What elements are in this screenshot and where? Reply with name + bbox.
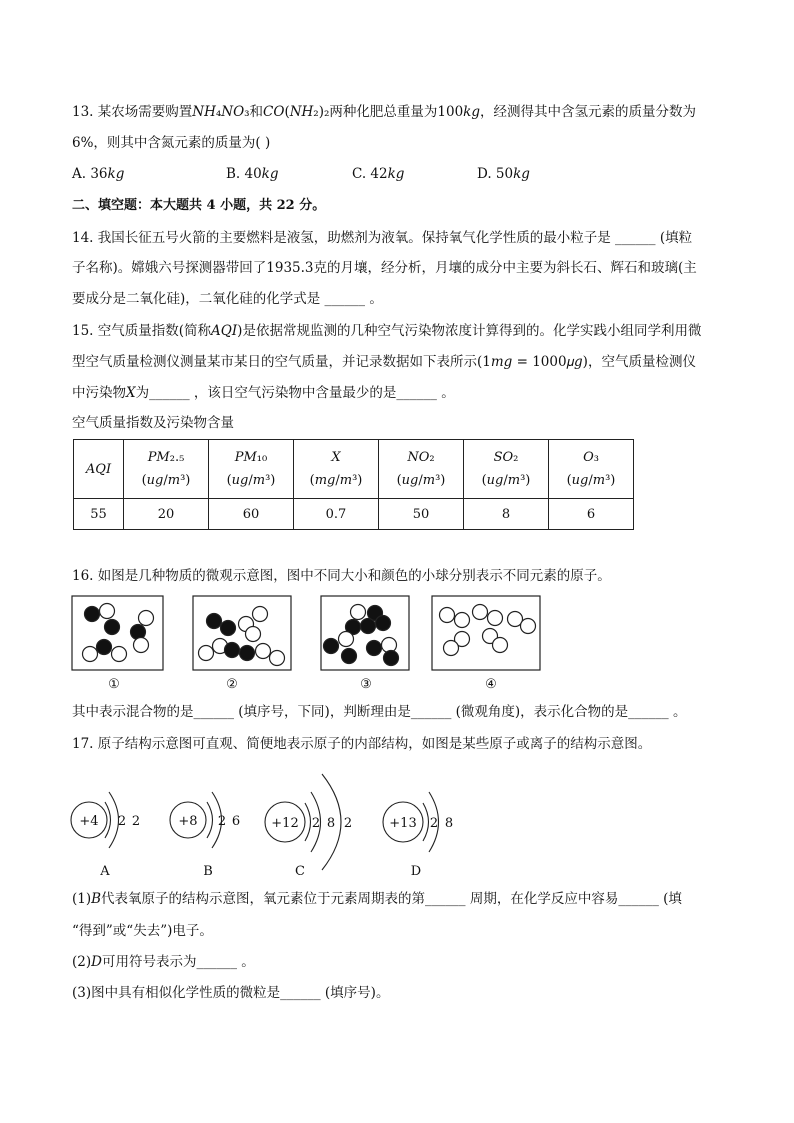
q14-line2: 子名称)。嫦娥六号探测器带回了1935.3克的月壤，经分析，月壤的成分中主要为斜长石、辉石和玻璃(主 bbox=[72, 260, 697, 276]
white-atom bbox=[246, 627, 261, 642]
white-atom bbox=[256, 644, 271, 659]
black-atom bbox=[367, 641, 382, 656]
shell-b-1: 2 bbox=[217, 814, 227, 829]
q13-option-d: D. 50𝑘𝑔 bbox=[477, 166, 530, 182]
black-atom bbox=[225, 643, 240, 658]
shell-b-2: 6 bbox=[231, 814, 241, 829]
nucleus-c-charge: +12 bbox=[271, 816, 299, 831]
header-name: 𝑆𝑂₂ bbox=[493, 450, 519, 465]
header-cell bbox=[379, 440, 464, 499]
black-atom bbox=[207, 614, 222, 629]
white-atom bbox=[473, 605, 488, 620]
white-atom bbox=[253, 607, 268, 622]
white-atom bbox=[270, 651, 285, 666]
q13-option-c: C. 42𝑘𝑔 bbox=[352, 166, 405, 182]
table-cell: 20 bbox=[124, 499, 209, 530]
header-cell bbox=[209, 440, 294, 499]
white-atom bbox=[440, 608, 455, 623]
white-atom bbox=[351, 605, 366, 620]
q15-line3: 中污染物𝑋为______ ，该日空气污染物中含量最少的是______ 。 bbox=[72, 385, 455, 401]
black-atom bbox=[342, 649, 357, 664]
q15-line1: 15. 空气质量指数(简称𝐴𝑄𝐼)是依据常规监测的几种空气污染物浓度计算得到的。化学实践小组同学利用微 bbox=[72, 323, 702, 339]
white-atom bbox=[339, 632, 354, 647]
q13-line1: 13. 某农场需要购置𝑁𝐻₄𝑁𝑂₃和𝐶𝑂(𝑁𝐻₂)₂两种化肥总重量为100𝑘𝑔，经测得其中含氢元素的质量分数为 bbox=[72, 104, 696, 120]
q17-sub1-line1: (1)𝐵代表氧原子的结构示意图，氧元素位于元素周期表的第______ 周期，在化学反应中容易______ (填 bbox=[72, 891, 682, 907]
atom-label-a: A bbox=[100, 864, 110, 879]
header-name: 𝑃𝑀₂.₅ bbox=[147, 450, 185, 465]
table-caption: 空气质量指数及污染物含量 bbox=[72, 415, 234, 431]
header-unit: (𝑢𝑔/𝑚³) bbox=[226, 473, 276, 488]
atom-structure-diagrams bbox=[60, 760, 480, 880]
black-atom bbox=[105, 620, 120, 635]
q13-option-a: A. 36𝑘𝑔 bbox=[72, 166, 125, 182]
header-name: 𝑂₃ bbox=[583, 450, 599, 465]
table-row bbox=[74, 499, 634, 530]
header-cell bbox=[464, 440, 549, 499]
shell-d-2: 8 bbox=[444, 816, 454, 831]
black-atom bbox=[361, 619, 376, 634]
white-atom bbox=[83, 647, 98, 662]
header-unit: (𝑢𝑔/𝑚³) bbox=[141, 473, 191, 488]
white-atom bbox=[112, 647, 127, 662]
shell-a-2: 2 bbox=[131, 814, 141, 829]
white-atom bbox=[100, 604, 115, 619]
white-atom bbox=[488, 611, 503, 626]
atom-label-d: D bbox=[410, 864, 422, 879]
q14-line1: 14. 我国长征五号火箭的主要燃料是液氢，助燃剂为液氧。保持氧气化学性质的最小粒子是 ______ (填粒 bbox=[72, 230, 693, 246]
header-cell bbox=[74, 440, 124, 499]
black-atom bbox=[240, 646, 255, 661]
white-atom bbox=[199, 646, 214, 661]
white-atom bbox=[455, 613, 470, 628]
atom-label-c: C bbox=[295, 864, 305, 879]
q13-line2: 6%，则其中含氮元素的质量为( ) bbox=[72, 135, 271, 151]
q17-sub3: (3)图中具有相似化学性质的微粒是______ (填序号)。 bbox=[72, 985, 390, 1001]
header-unit: (𝑢𝑔/𝑚³) bbox=[566, 473, 616, 488]
header-name: 𝑁𝑂₂ bbox=[407, 450, 435, 465]
white-atom bbox=[521, 619, 536, 634]
q14-line3: 要成分是二氧化硅)，二氧化硅的化学式是 ______ 。 bbox=[72, 291, 383, 307]
header-cell bbox=[124, 440, 209, 499]
nucleus-d-charge: +13 bbox=[389, 816, 417, 831]
diagram-label-1: ① bbox=[108, 677, 120, 692]
black-atom bbox=[324, 639, 339, 654]
q17-line1: 17. 原子结构示意图可直观、简便地表示原子的内部结构，如图是某些原子或离子的结构示意图。 bbox=[72, 736, 652, 752]
header-cell bbox=[294, 440, 379, 499]
shell-d-1: 2 bbox=[429, 816, 439, 831]
table-cell: 55 bbox=[74, 499, 124, 530]
q16-line2: 其中表示混合物的是______ (填序号，下同)，判断理由是______ (微观角度)，表示化合物的是______ 。 bbox=[72, 704, 687, 720]
black-atom bbox=[85, 607, 100, 622]
white-atom bbox=[139, 611, 154, 626]
shell-c-2: 8 bbox=[326, 816, 336, 831]
header-name: 𝑋 bbox=[331, 450, 341, 465]
black-atom bbox=[376, 616, 391, 631]
white-atom bbox=[134, 638, 149, 653]
nucleus-a-charge: +4 bbox=[79, 814, 99, 829]
table-cell: 60 bbox=[209, 499, 294, 530]
header-name: 𝐴𝑄𝐼 bbox=[85, 461, 112, 477]
q13-option-b: B. 40𝑘𝑔 bbox=[226, 166, 279, 182]
diagram-label-2: ② bbox=[226, 677, 238, 692]
header-cell bbox=[549, 440, 634, 499]
shell-a-1: 2 bbox=[117, 814, 127, 829]
diagram-label-3: ③ bbox=[360, 677, 372, 692]
table-cell: 0.7 bbox=[294, 499, 379, 530]
header-unit: (𝑢𝑔/𝑚³) bbox=[481, 473, 531, 488]
table-cell: 6 bbox=[549, 499, 634, 530]
header-unit: (𝑚𝑔/𝑚³) bbox=[309, 473, 363, 488]
table-header-row bbox=[74, 440, 634, 499]
header-unit: (𝑢𝑔/𝑚³) bbox=[396, 473, 446, 488]
white-atom bbox=[444, 641, 459, 656]
shell-c-3: 2 bbox=[343, 816, 353, 831]
table-cell: 8 bbox=[464, 499, 549, 530]
atom-label-b: B bbox=[203, 864, 213, 879]
diagram-label-4: ④ bbox=[485, 677, 497, 692]
white-atom bbox=[493, 638, 508, 653]
q16-line1: 16. 如图是几种物质的微观示意图，图中不同大小和颜色的小球分别表示不同元素的原子。 bbox=[72, 568, 611, 584]
q15-line2: 型空气质量检测仪测量某市某日的空气质量，并记录数据如下表所示(1𝑚𝑔 = 1000𝜇𝑔)，空气质量检测仪 bbox=[72, 354, 696, 370]
section-heading: 二、填空题：本大题共 4 小题，共 22 分。 bbox=[72, 198, 326, 213]
nucleus-b-charge: +8 bbox=[178, 814, 198, 829]
shell-c-1: 2 bbox=[311, 816, 321, 831]
particle-diagrams bbox=[70, 594, 545, 674]
q17-sub1-line2: “得到”或“失去”)电子。 bbox=[72, 923, 213, 939]
black-atom bbox=[97, 640, 112, 655]
pollutant-table bbox=[73, 439, 634, 530]
black-atom bbox=[384, 651, 399, 666]
black-atom bbox=[221, 621, 236, 636]
header-name: 𝑃𝑀₁₀ bbox=[234, 450, 268, 465]
q17-sub2: (2)𝐷可用符号表示为______ 。 bbox=[72, 954, 255, 970]
table-cell: 50 bbox=[379, 499, 464, 530]
